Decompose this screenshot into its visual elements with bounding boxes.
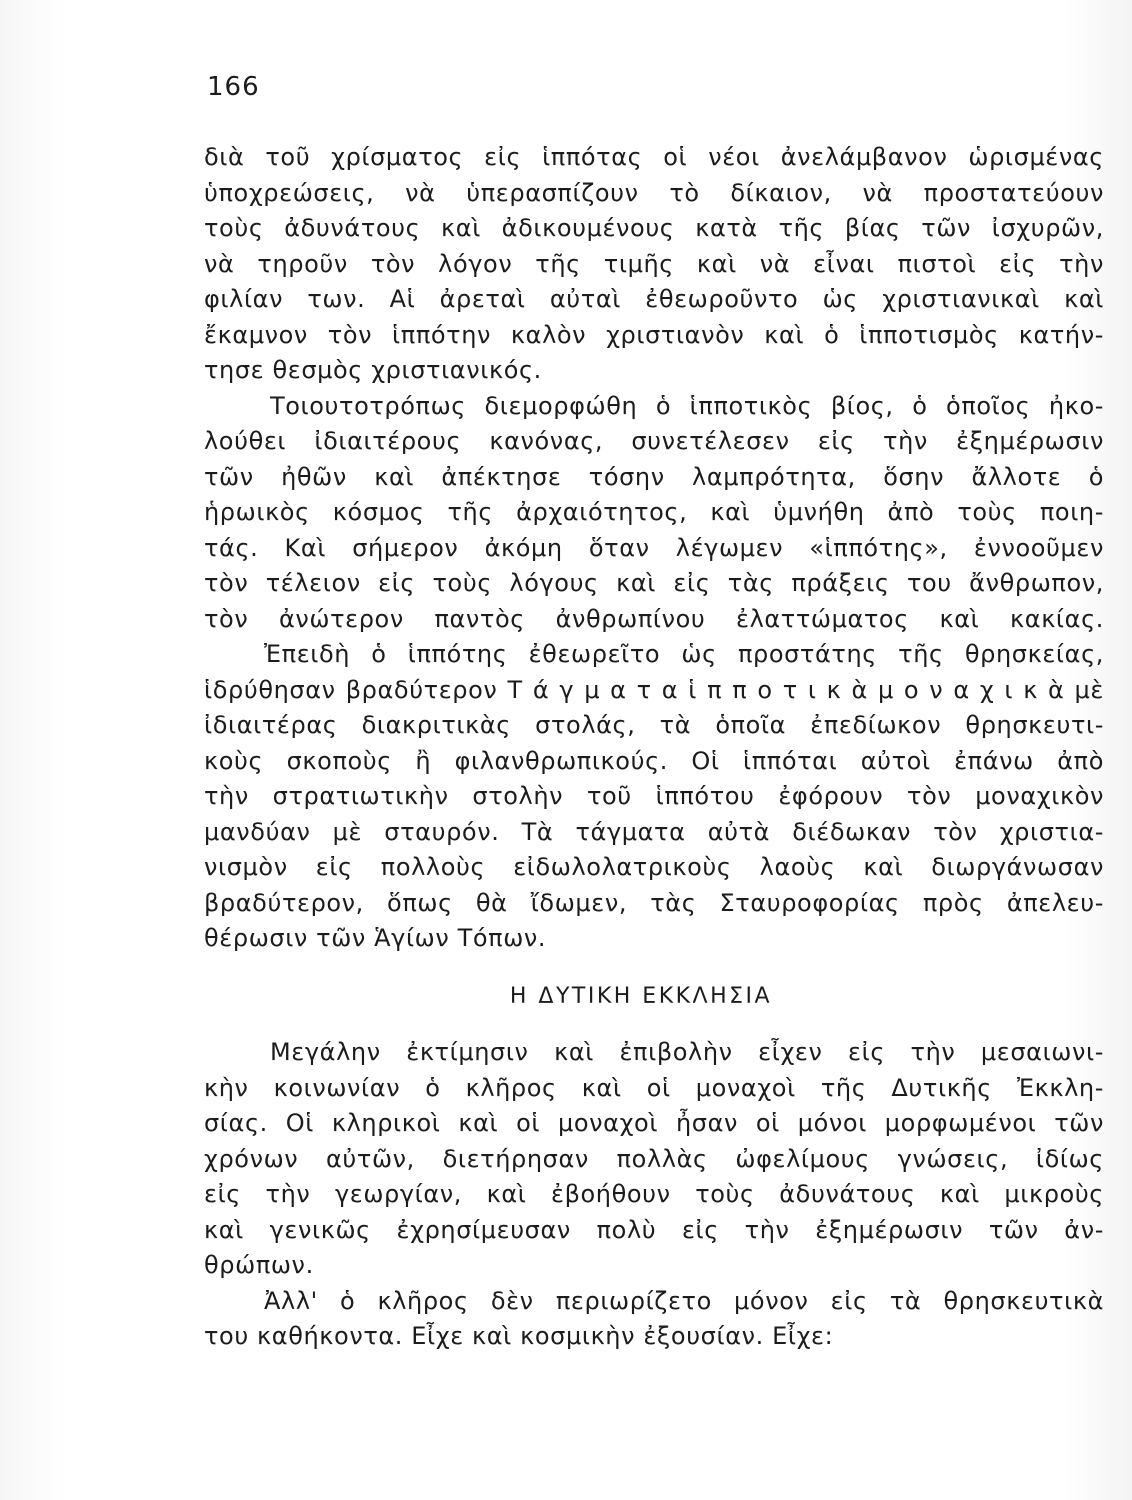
main-text-bottom: [204, 1035, 1104, 1355]
text-line: τοὺς ἀδυνάτους καὶ ἀδικουμένους κατὰ τῆς βίας τῶν ἰσχυρῶν,: [204, 214, 1104, 242]
text-line: τησε θεσμὸς χριστιανικός.: [204, 356, 542, 384]
text-line: τὴν στρατιωτικὴν στολὴν τοῦ ἱππότου ἐφόρουν τὸν μοναχικὸν: [204, 782, 1104, 810]
text-line: κοὺς σκοποὺς ἢ φιλανθρωπικούς. Οἱ ἱππόται αὐτοὶ ἐπάνω ἀπὸ: [204, 746, 1104, 775]
text-line: μανδύαν μὲ σταυρόν. Τὰ τάγματα αὐτὰ διέδωκαν τὸν χριστια-: [204, 817, 1104, 846]
section-heading: Η ΔΥΤΙΚΗ ΕΚΚΛΗΣΙΑ: [509, 984, 773, 1009]
text-line: τὸν ἀνώτερον παντὸς ἀνθρωπίνου ἐλαττώματος καὶ κακίας.: [204, 604, 1104, 633]
text-line: τάς. Καὶ σήμερον ἀκόμη ὅταν λέγωμεν «ἱππότης», ἐννοοῦμεν: [204, 533, 1104, 562]
text-line: ἱδρύθησαν βραδύτερον Τ ά γ μ α τ α ἱ π π ο τ ι κ ὰ μ ο ν α χ ι κ ὰ μὲ: [204, 675, 1104, 704]
text-line: Μεγάλην ἐκτίμησιν καὶ ἐπιβολὴν εἶχεν εἰς τὴν μεσαιωνι-: [270, 1038, 1104, 1066]
text-line: του καθήκοντα. Εἶχε καὶ κοσμικὴν ἐξουσίαν. Εἶχε:: [204, 1322, 834, 1350]
text-line: κὴν κοινωνίαν ὁ κλῆρος καὶ οἱ μοναχοὶ τῆς Δυτικῆς Ἐκκλη-: [204, 1073, 1104, 1102]
text-line: ἡρωικὸς κόσμος τῆς ἀρχαιότητος, καὶ ὑμνήθη ἀπὸ τοὺς ποιη-: [204, 498, 1104, 526]
text-line: ἔκαμνον τὸν ἱππότην καλὸν χριστιανὸν καὶ ὁ ἱπποτισμὸς κατήν-: [204, 320, 1104, 349]
page-number: 166: [207, 72, 260, 102]
text-line: διὰ τοῦ χρίσματος εἰς ἱππότας οἱ νέοι ἀνελάμβανον ὡρισμένας: [204, 143, 1104, 171]
text-line: θρώπων.: [204, 1251, 314, 1279]
text-line: σίας. Οἱ κληρικοὶ καὶ οἱ μοναχοὶ ἦσαν οἱ μόνοι μορφωμένοι τῶν: [204, 1109, 1104, 1137]
text-line: Ἀλλ' ὁ κλῆρος δὲν περιωρίζετο μόνον εἰς τὰ θρησκευτικὰ: [264, 1286, 1104, 1315]
text-line: τῶν ἠθῶν καὶ ἀπέκτησε τόσην λαμπρότητα, ὅσην ἄλλοτε ὁ: [204, 462, 1104, 491]
text-line: Ἐπειδὴ ὁ ἱππότης ἐθεωρεῖτο ὡς προστάτης τῆς θρησκείας,: [264, 640, 1104, 668]
text-line: βραδύτερον, ὅπως θὰ ἴδωμεν, τὰς Σταυροφορίας πρὸς ἀπελευ-: [204, 888, 1104, 917]
text-line: Τοιουτοτρόπως διεμορφώθη ὁ ἱπποτικὸς βίος, ὁ ὁποῖος ἠκο-: [270, 391, 1104, 420]
text-line: χρόνων αὐτῶν, διετήρησαν πολλὰς ὠφελίμους γνώσεις, ἰδίως: [204, 1144, 1104, 1173]
text-line: φιλίαν των. Αἱ ἀρεταὶ αὐταὶ ἐθεωροῦντο ὡς χριστιανικαὶ καὶ: [204, 285, 1104, 313]
text-line: ὑποχρεώσεις, νὰ ὑπερασπίζουν τὸ δίκαιον, νὰ προστατεύουν: [204, 178, 1104, 207]
text-line: ἰδιαιτέρας διακριτικὰς στολάς, τὰ ὁποῖα ἐπεδίωκον θρησκευτι-: [204, 711, 1104, 739]
text-line: τὸν τέλειον εἰς τοὺς λόγους καὶ εἰς τὰς πράξεις του ἄνθρωπον,: [204, 569, 1104, 597]
text-line: νισμὸν εἰς πολλοὺς εἰδωλολατρικοὺς λαοὺς καὶ διωργάνωσαν: [204, 853, 1104, 881]
text-line: εἰς τὴν γεωργίαν, καὶ ἐβοήθουν τοὺς ἀδυνάτους καὶ μικροὺς: [204, 1180, 1104, 1208]
text-line: θέρωσιν τῶν Ἁγίων Τόπων.: [204, 924, 547, 952]
main-text-top: [204, 140, 1104, 957]
text-line: νὰ τηροῦν τὸν λόγον τῆς τιμῆς καὶ νὰ εἶναι πιστοὶ εἰς τὴν: [204, 249, 1104, 278]
text-line: λούθει ἰδιαιτέρους κανόνας, συνετέλεσεν εἰς τὴν ἐξημέρωσιν: [204, 427, 1104, 455]
text-line: καὶ γενικῶς ἐχρησίμευσαν πολὺ εἰς τὴν ἐξημέρωσιν τῶν ἀν-: [204, 1215, 1104, 1244]
